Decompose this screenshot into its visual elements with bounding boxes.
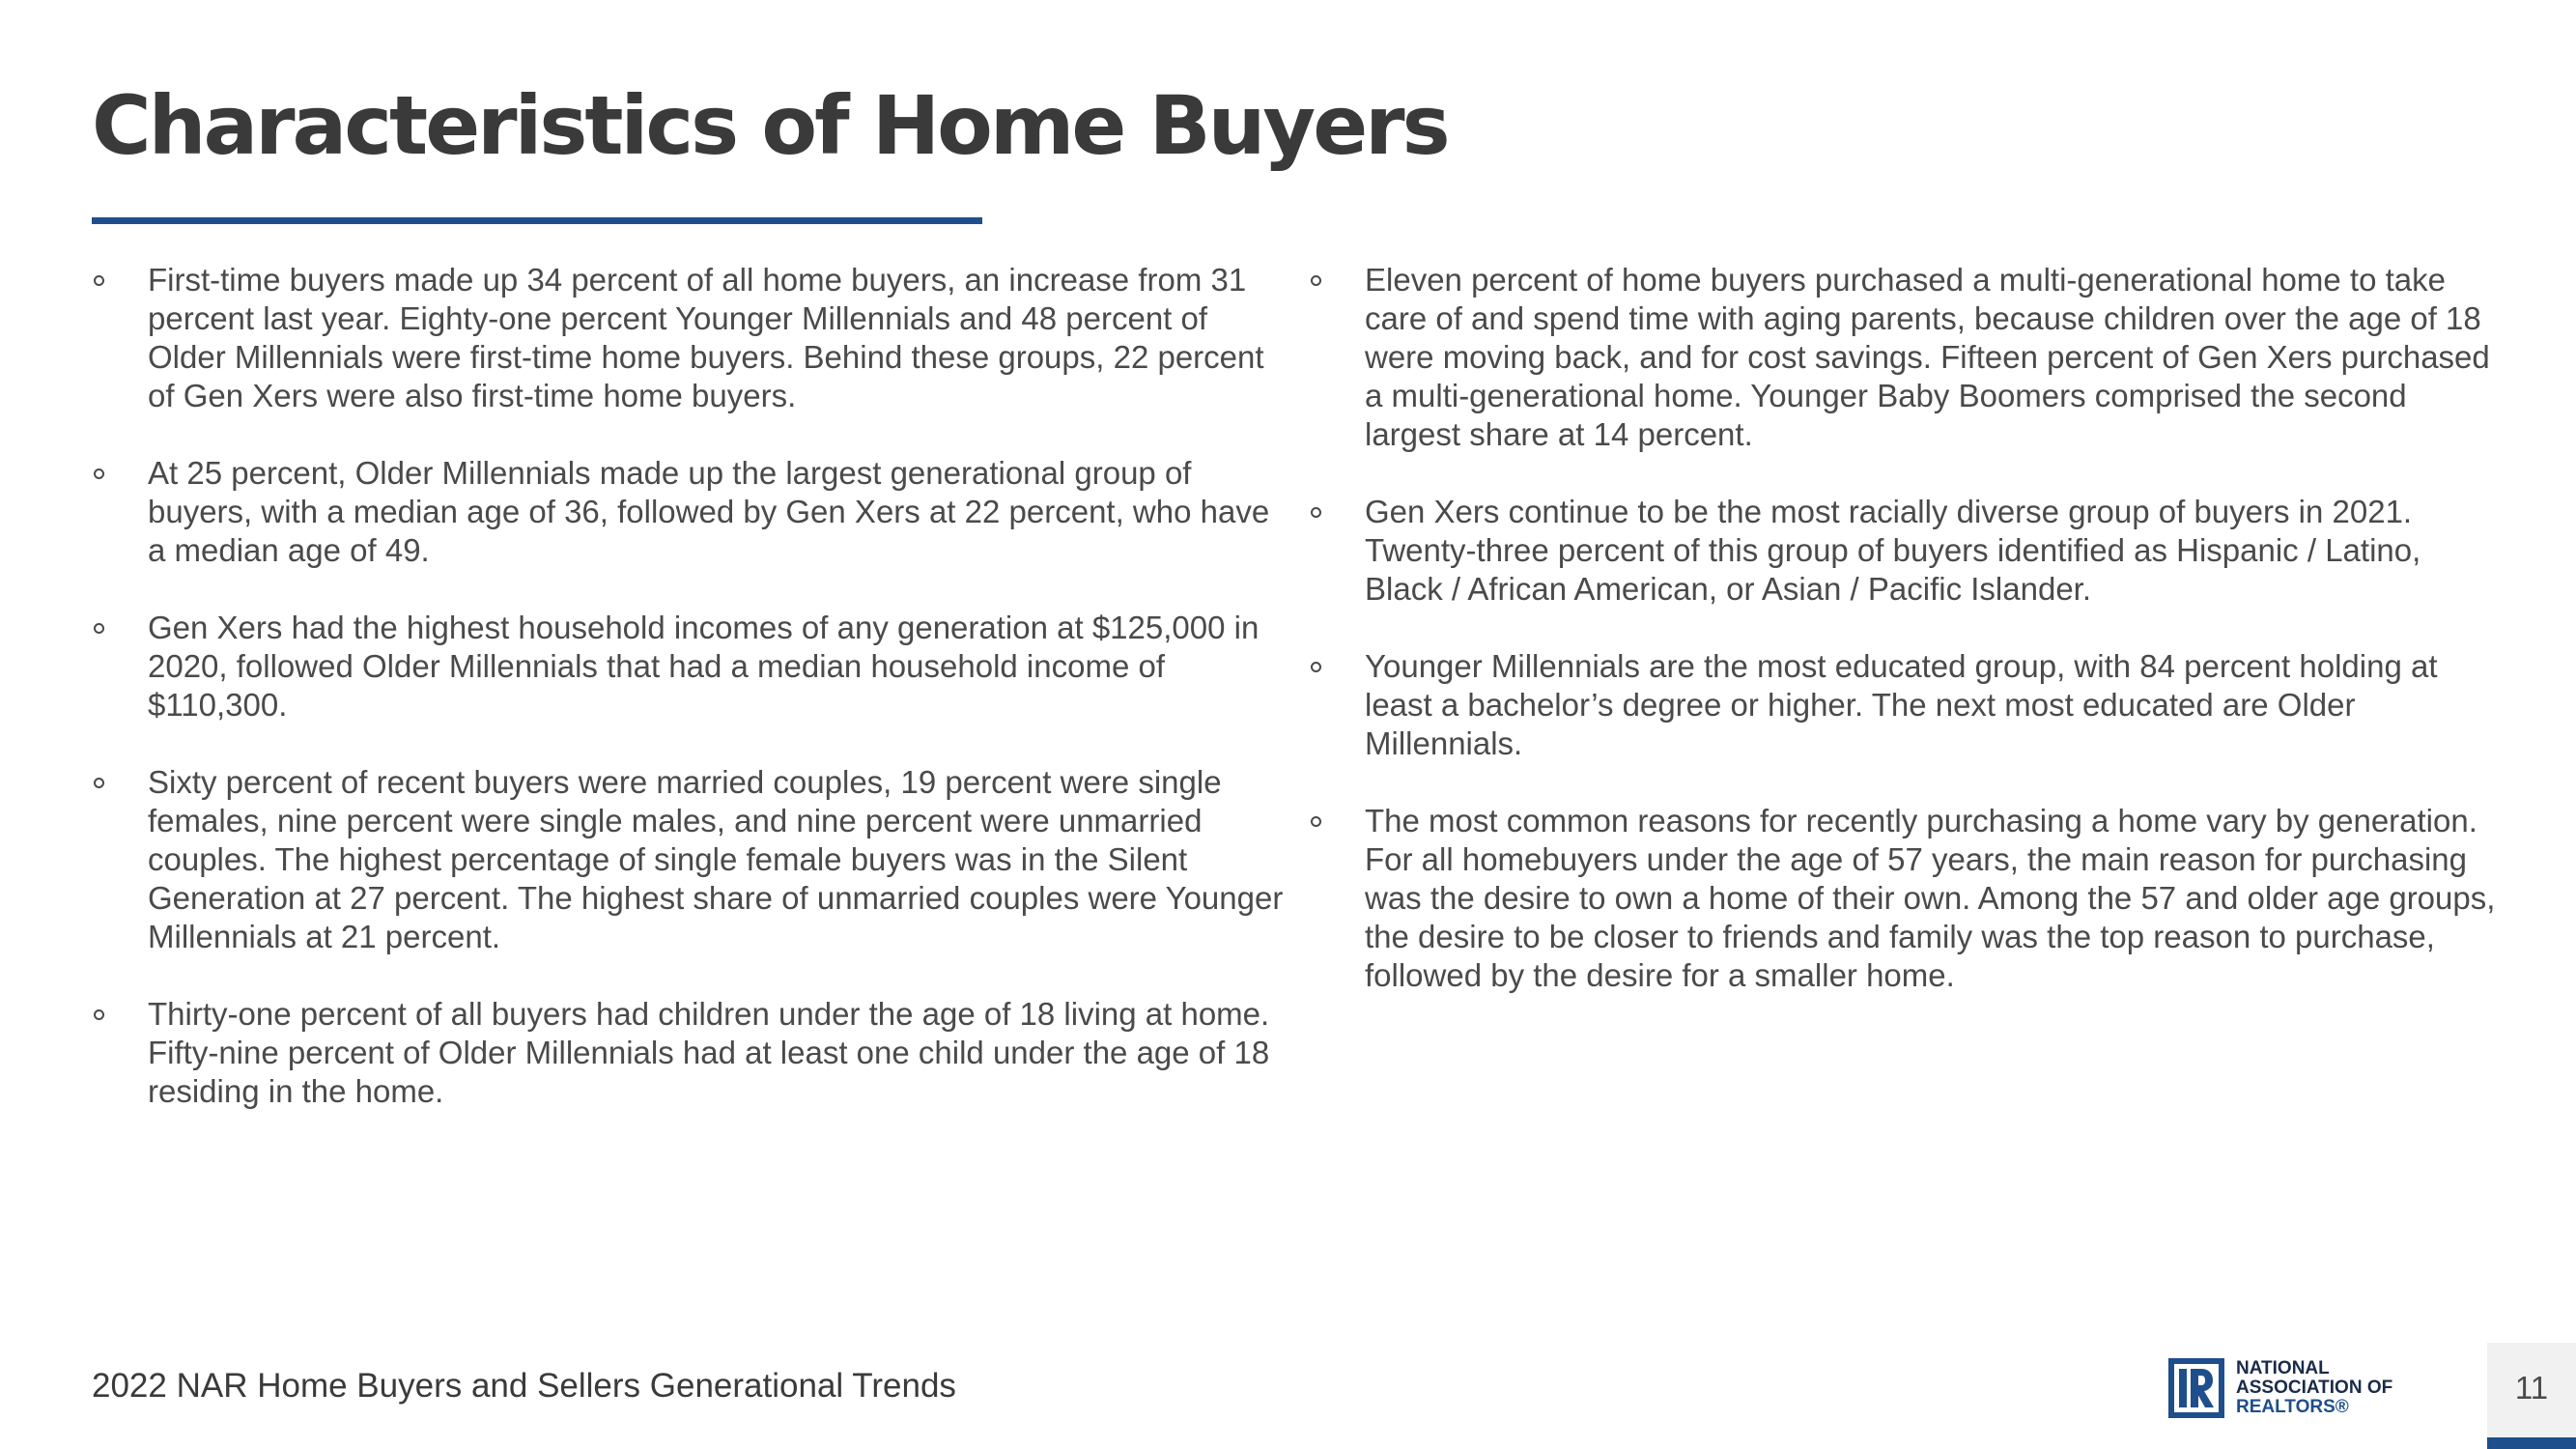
right-bullet-list bbox=[1309, 261, 2506, 1034]
hollow-circle-bullet-icon bbox=[1311, 662, 1321, 672]
hollow-circle-bullet-icon bbox=[94, 623, 104, 634]
title-underline bbox=[92, 217, 982, 224]
page-number-box bbox=[2487, 1343, 2576, 1439]
bullet-item bbox=[1309, 493, 2506, 609]
bullet-item bbox=[92, 454, 1289, 570]
page-number: 11 bbox=[2514, 1370, 2549, 1406]
logo-line: ASSOCIATION OF bbox=[2236, 1378, 2393, 1398]
bullet-text: Younger Millennials are the most educated group, with 84 percent holding at least a bachelor’s degree or higher. The next most educated are Older Millennials. bbox=[1365, 648, 2438, 761]
nar-logo bbox=[2168, 1358, 2392, 1418]
bullet-text: The most common reasons for recently purchasing a home vary by generation. For all homebuyers under the age of 57 years, the main reason for purchasing was the desire to own a home of their own. Among the 57 and older age groups, the desire to be closer to friends and family was the top reason to purchase, followed by the desire for a smaller home. bbox=[1365, 803, 2496, 993]
bullet-item bbox=[92, 261, 1289, 415]
hollow-circle-bullet-icon bbox=[1311, 507, 1321, 518]
hollow-circle-bullet-icon bbox=[94, 778, 104, 788]
page-number-accent-bar bbox=[2487, 1437, 2576, 1449]
hollow-circle-bullet-icon bbox=[94, 1009, 104, 1020]
logo-wordmark bbox=[2236, 1359, 2392, 1417]
left-bullet-list bbox=[92, 261, 1289, 1150]
footer-source-text: 2022 NAR Home Buyers and Sellers Generational Trends bbox=[92, 1367, 956, 1405]
hollow-circle-bullet-icon bbox=[1311, 816, 1321, 827]
bullet-item bbox=[92, 763, 1289, 956]
bullet-text: Sixty percent of recent buyers were married couples, 19 percent were single females, nine percent were single males, and nine percent were unmarried couples. The highest percentage of single female buyers was in the Silent Generation at 27 percent. The highest share of unmarried couples were Younger Millennials at 21 percent. bbox=[148, 764, 1284, 954]
bullet-text: Eleven percent of home buyers purchased a multi-generational home to take care of and spend time with aging parents, because children over the age of 18 were moving back, and for cost savings. Fifteen percent of Gen Xers purchased a multi-generational home. Younger Baby Boomers comprised the second largest share at 14 percent. bbox=[1365, 262, 2490, 452]
hollow-circle-bullet-icon bbox=[94, 469, 104, 479]
hollow-circle-bullet-icon bbox=[94, 275, 104, 286]
bullet-text: First-time buyers made up 34 percent of all home buyers, an increase from 31 percent last year. Eighty-one percent Younger Millennials and 48 percent of Older Millennials were first-time home buyers. Behind these groups, 22 percent of Gen Xers were also first-time home buyers. bbox=[148, 262, 1264, 413]
bullet-text: Gen Xers had the highest household incomes of any generation at $125,000 in 2020, followed Older Millennials that had a median household income of $110,300. bbox=[148, 610, 1260, 723]
bullet-text: Gen Xers continue to be the most racially diverse group of buyers in 2021. Twenty-three percent of this group of buyers identified as Hispanic / Latino, Black / African American, or Asian / Pacific Islander. bbox=[1365, 494, 2421, 607]
bullet-text: At 25 percent, Older Millennials made up the largest generational group of buyers, with a median age of 36, followed by Gen Xers at 22 percent, who have a median age of 49. bbox=[148, 455, 1270, 568]
bullet-item bbox=[1309, 647, 2506, 763]
bullet-item bbox=[1309, 802, 2506, 995]
bullet-item bbox=[1309, 261, 2506, 454]
page-title: Characteristics of Home Buyers bbox=[92, 78, 1448, 173]
bullet-item bbox=[92, 609, 1289, 724]
bullet-text: Thirty-one percent of all buyers had children under the age of 18 living at home. Fifty-nine percent of Older Millennials had at least one child under the age of 18 residing in the home. bbox=[148, 996, 1270, 1109]
hollow-circle-bullet-icon bbox=[1311, 275, 1321, 286]
realtor-r-logo-icon bbox=[2168, 1358, 2224, 1418]
logo-line: REALTORS® bbox=[2236, 1397, 2349, 1417]
logo-line: NATIONAL bbox=[2236, 1358, 2330, 1378]
bullet-item bbox=[92, 995, 1289, 1111]
